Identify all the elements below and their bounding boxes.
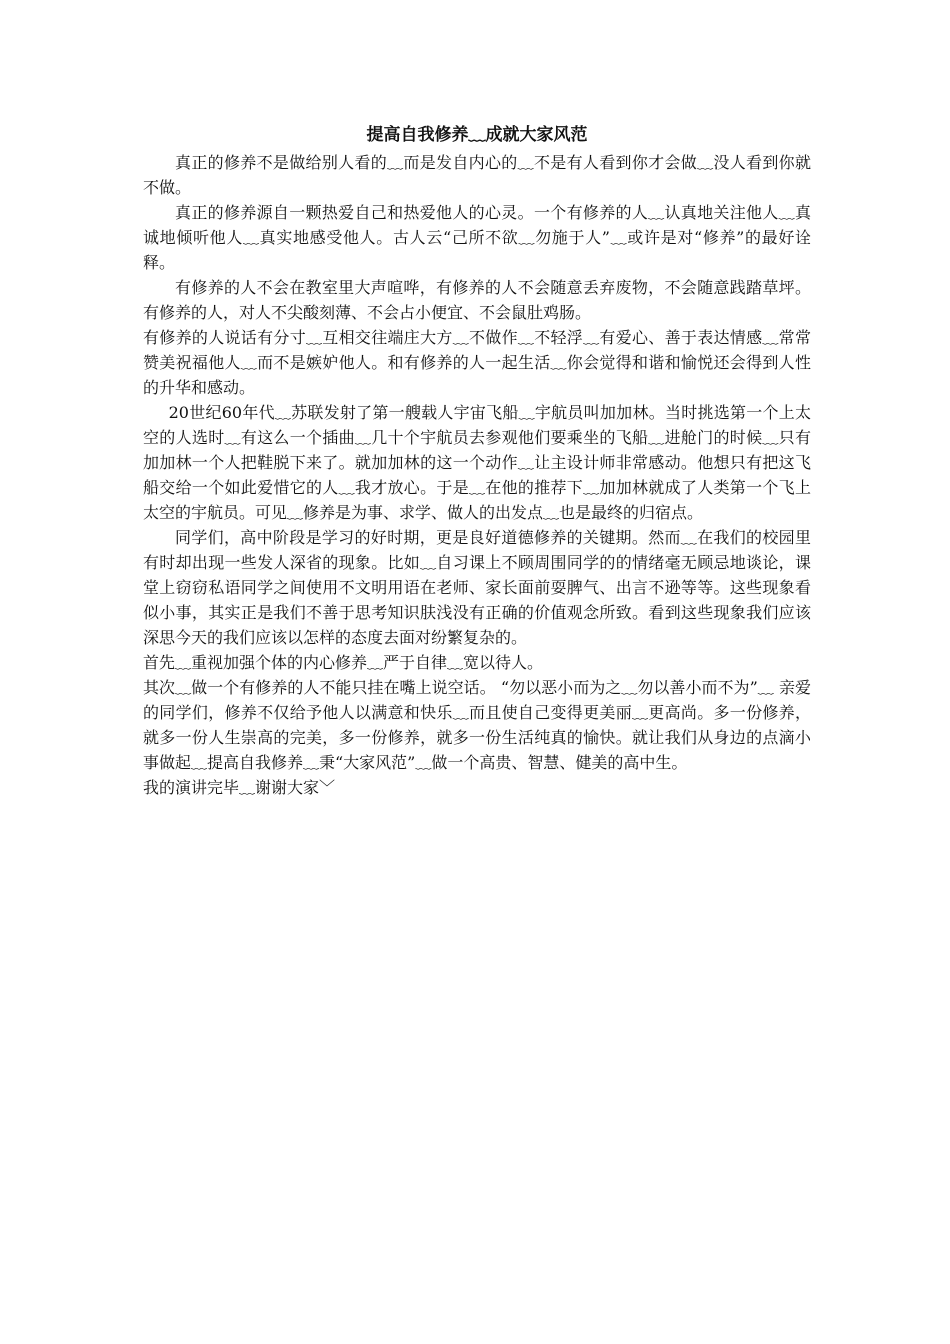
paragraph-9: 我的演讲完毕﹏谢谢大家﹀ — [143, 778, 336, 797]
paragraph-4: 有修养的人说话有分寸﹏互相交往端庄大方﹏不做作﹏不轻浮﹏有爱心、善于表达情感﹏常常赞美祝福他人﹏而不是嫉妒他人。和有修养的人一起生活﹏你会觉得和谐和愉悦还会得到人性的升华和感动。 — [143, 328, 811, 397]
paragraph-5: 20世纪60年代﹏苏联发射了第一艘载人宇宙飞船﹏宇航员叫加加林。当时挑选第一个上太空的人选时﹏有这么一个插曲﹏几十个宇航员去参观他们要乘坐的飞船﹏进舱门的时候﹏只有加加林一个人把鞋脱下来了。就加加林的这一个动作﹏让主设计师非常感动。他想只有把这飞船交给一个如此爱惜它的人﹏我才放心。于是﹏在他的推荐下﹏加加林就成了人类第一个飞上太空的宇航员。可见﹏修养是为事、求学、做人的出发点﹏也是最终的归宿点。 — [143, 403, 811, 522]
paragraph-1: 真正的修养不是做给别人看的﹏而是发自内心的﹏不是有人看到你才会做﹏没人看到你就不做。 — [143, 153, 811, 197]
paragraph-7: 首先﹏重视加强个体的内心修养﹏严于自律﹏宽以待人。 — [143, 653, 544, 672]
document-body — [143, 118, 811, 800]
document-title: 提高自我修养﹏成就大家风范 — [366, 125, 588, 145]
paragraph-2: 真正的修养源自一颗热爱自己和热爱他人的心灵。一个有修养的人﹏认真地关注他人﹏真诚地倾听他人﹏真实地感受他人。古人云“己所不欲﹏勿施于人”﹏或许是对“修养”的最好诠释。 — [143, 203, 811, 272]
paragraph-3: 有修养的人不会在教室里大声喧哗，有修养的人不会随意丢弃废物，不会随意践踏草坪。有修养的人，对人不尖酸刻薄、不会占小便宜、不会鼠肚鸡肠。 — [143, 278, 811, 322]
paragraph-6: 同学们，高中阶段是学习的好时期，更是良好道德修养的关键期。然而﹏在我们的校园里有时却出现一些发人深省的现象。比如﹏自习课上不顾周围同学的的情绪毫无顾忌地谈论，课堂上窃窃私语同学之间使用不文明用语在老师、家长面前耍脾气、出言不逊等等。这些现象看似小事，其实正是我们不善于思考知识肤浅没有正确的价值观念所致。看到这些现象我们应该深思今天的我们应该以怎样的态度去面对纷繁复杂的。 — [143, 528, 811, 647]
paragraph-8: 其次﹏做一个有修养的人不能只挂在嘴上说空话。 “勿以恶小而为之﹏勿以善小而不为”﹏ 亲爱的同学们，修养不仅给予他人以满意和快乐﹏而且使自己变得更美丽﹏更高尚。多一份修养，就多一份人生崇高的完美，多一份修养，就多一份生活纯真的愉快。就让我们从身边的点滴小事做起﹏提高自我修养﹏秉“大家风范”﹏做一个高贵、智慧、健美的高中生。 — [143, 678, 811, 772]
